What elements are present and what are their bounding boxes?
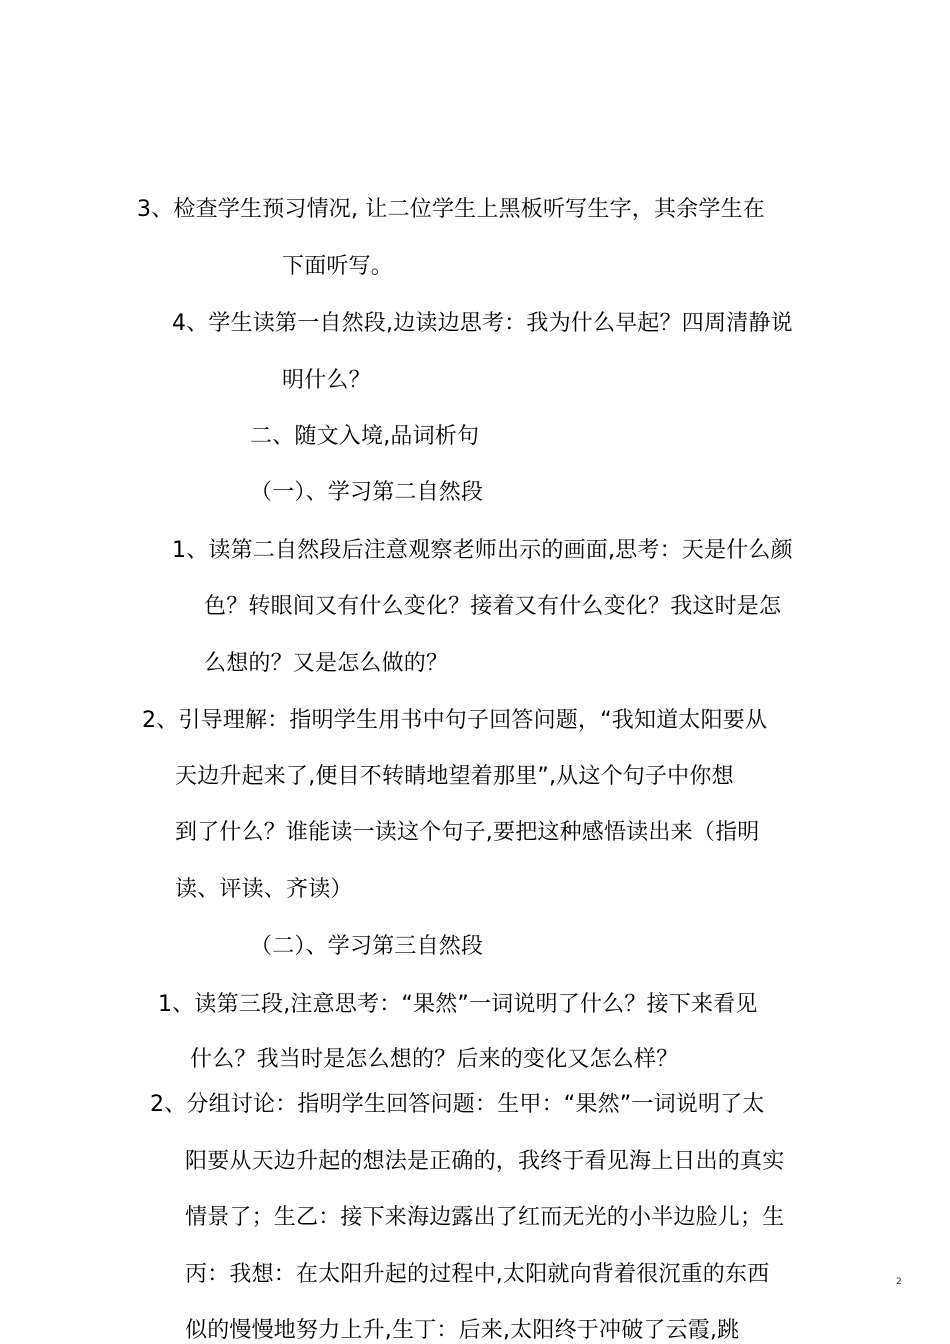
text-line: 么想的？又是怎么做的？	[204, 651, 449, 676]
text-line: 1、读第二自然段后注意观察老师出示的画面,思考：天是什么颜	[172, 538, 793, 563]
text-line: 读、评读、齐读）	[175, 877, 353, 902]
text-line: 下面听写。	[282, 254, 394, 279]
text-line: 情景了；生乙：接下来海边露出了红而无光的小半边脸儿；生	[185, 1205, 785, 1230]
section-heading: 二、随文入境,品词析句	[250, 424, 480, 449]
subsection-heading: （二）、学习第三自然段	[250, 934, 484, 959]
text-line: 什么？我当时是怎么想的？后来的变化又怎么样？	[190, 1047, 679, 1072]
text-line: 色？转眼间又有什么变化？接着又有什么变化？我这时是怎	[204, 594, 782, 619]
text-line: 3、检查学生预习情况, 让二位学生上黑板听写生字，其余学生在	[137, 197, 765, 222]
text-line: 4、学生读第一自然段,边读边思考：我为什么早起？四周清静说	[172, 311, 793, 336]
text-line: 似的慢慢地努力上升,生丁：后来,太阳终于冲破了云霞,跳	[185, 1318, 740, 1343]
text-line: 阳要从天边升起的想法是正确的，我终于看见海上日出的真实	[185, 1149, 785, 1174]
text-line: 1、读第三段,注意思考：“果然”一词说明了什么？接下来看见	[158, 992, 758, 1017]
text-line: 明什么？	[282, 368, 371, 393]
text-line: 2、引导理解：指明学生用书中句子回答问题，“我知道太阳要从	[142, 708, 768, 733]
page-number: 2	[896, 1277, 902, 1287]
text-line: 丙：我想：在太阳升起的过程中,太阳就向背着很沉重的东西	[185, 1262, 770, 1287]
text-line: 2、分组讨论：指明学生回答问题：生甲：“果然”一词说明了太	[150, 1092, 765, 1117]
text-line: 到了什么？谁能读一读这个句子,要把这种感悟读出来（指明	[175, 820, 760, 845]
text-line: 天边升起来了,便目不转睛地望着那里”,从这个句子中你想	[175, 764, 734, 789]
subsection-heading: （一）、学习第二自然段	[250, 480, 484, 505]
